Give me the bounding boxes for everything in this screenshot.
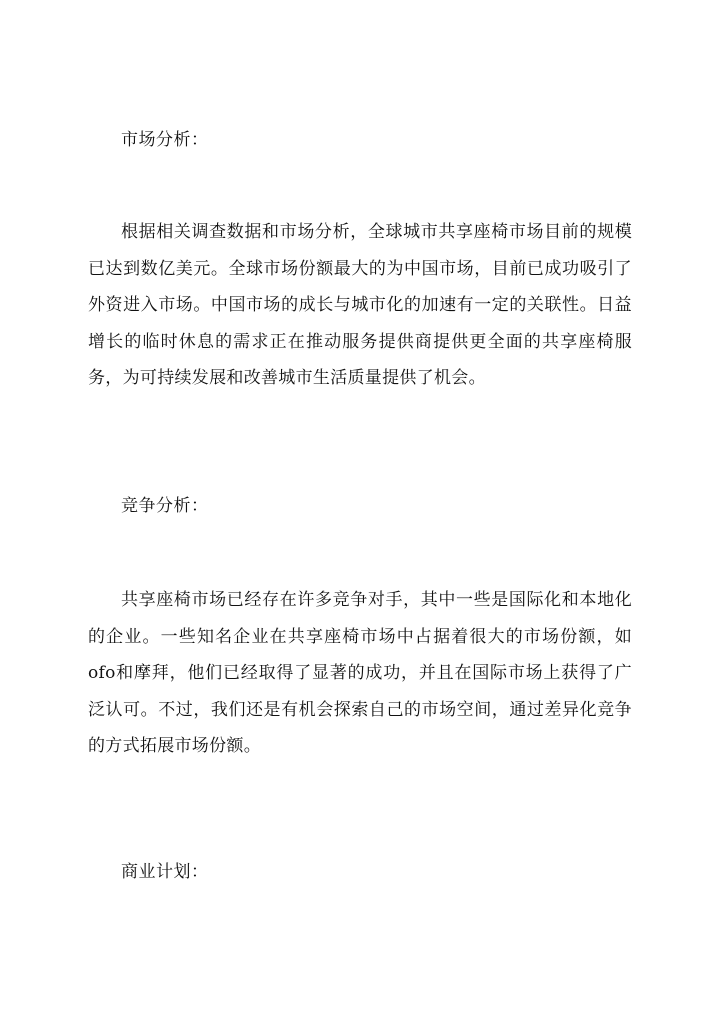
section-heading-market-analysis: 市场分析： [121,130,209,150]
section-paragraph-market-analysis: 根据相关调查数据和市场分析，全球城市共享座椅市场目前的规模已达到数亿美元。全球市场份额最大的为中国市场，目前已成功吸引了外资进入市场。中国市场的成长与城市化的加速有一定的关联性。日益增长的临时休息的需求正在推动服务提供商提供更全面的共享座椅服务，为可持续发展和改善城市生活质量提供了机会。 [88,222,632,388]
section-heading-competition-analysis: 竞争分析： [121,496,209,516]
section-paragraph-competition-analysis: 共享座椅市场已经存在许多竞争对手，其中一些是国际化和本地化的企业。一些知名企业在共享座椅市场中占据着很大的市场份额，如ofo和摩拜，他们已经取得了显著的成功，并且在国际市场上获得了广泛认可。不过，我们还是有机会探索自己的市场空间，通过差异化竞争的方式拓展市场份额。 [88,590,632,756]
section-heading-business-plan: 商业计划： [121,862,209,882]
